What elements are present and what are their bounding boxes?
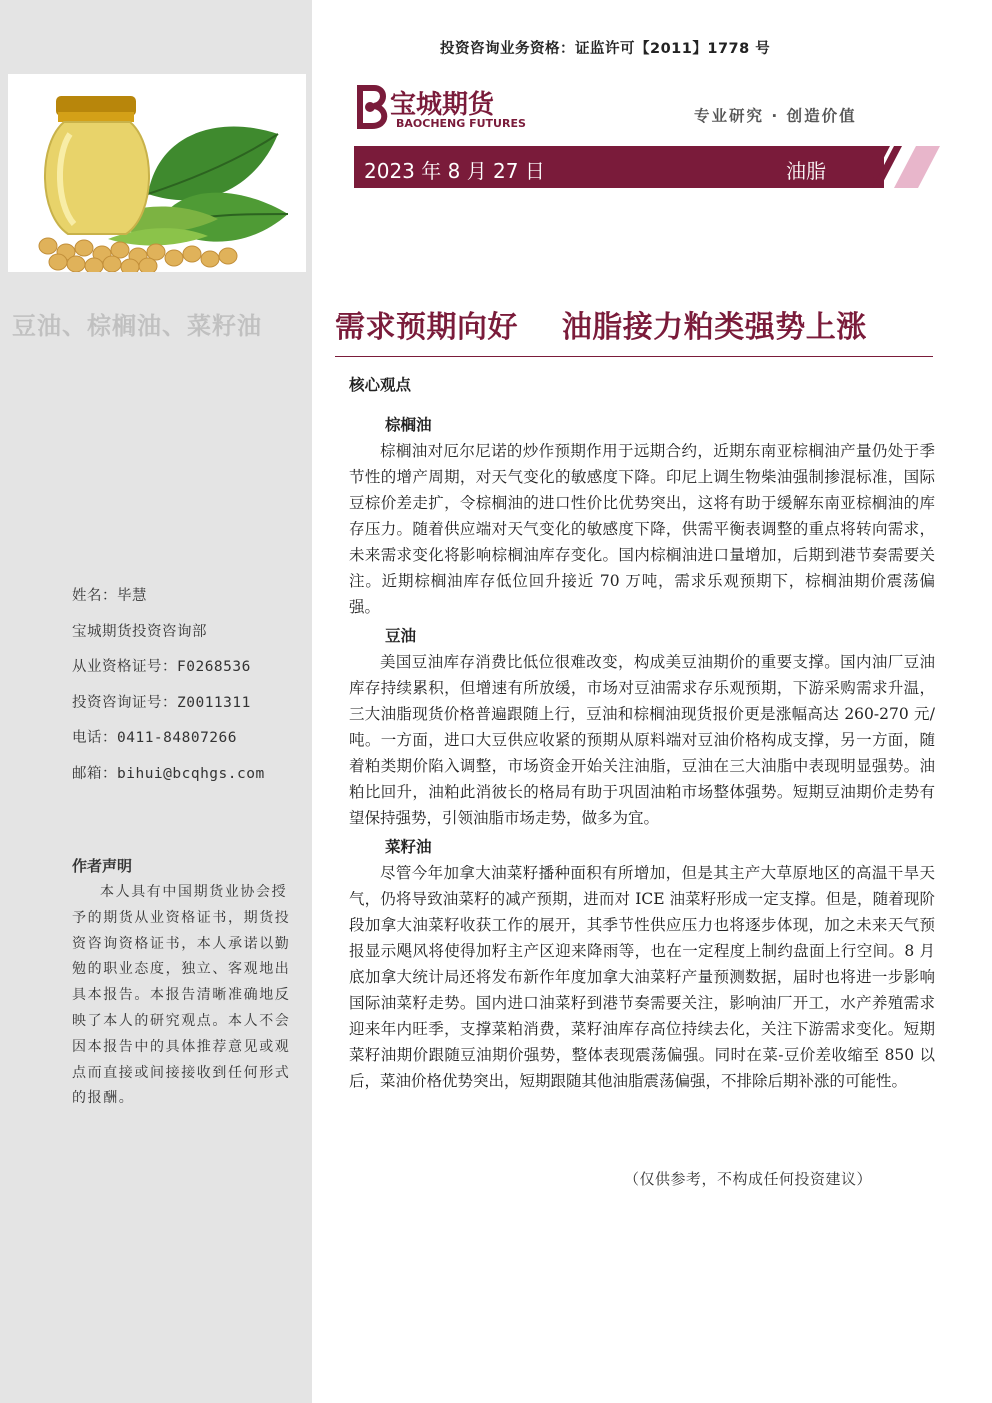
declaration-text: 本人具有中国期货业协会授予的期货从业资格证书，期货投资咨询资格证书，本人承诺以勤勉的职业态度，独立、客观地出具本报告。本报告清晰准确地反映了本人的研究观点。本人不会因本报告中的具体推荐意见或观点而直接或间接接收到任何形式的报酬。 <box>72 884 291 1107</box>
author-consulting-number: 投资咨询证号：Z0011311 <box>72 694 251 711</box>
product-photo <box>8 74 306 272</box>
soybean-oil-illustration <box>8 74 306 272</box>
declaration-body <box>72 880 294 1112</box>
company-name-en: BAOCHENG FUTURES <box>396 117 526 130</box>
company-name: 宝城期货 <box>390 90 495 120</box>
slogan: 专业研究 · 创造价值 <box>694 107 857 125</box>
author-info <box>72 584 265 798</box>
section-soybean-oil <box>349 624 935 831</box>
author-name: 姓名：毕慧 <box>72 588 147 604</box>
main-content <box>349 413 935 1098</box>
section-paragraph: 棕榈油对厄尔尼诺的炒作预期作用于远期合约，近期东南亚棕榈油产量仍处于季节性的增产周期，对天气变化的敏感度下降。印尼上调生物柴油强制掺混标准，国际豆棕价差走扩，令棕榈油的进口性价比优势突出，这将有助于缓解东南亚棕榈油的库存压力。随着供应端对天气变化的敏感度下降，供需平衡表调整的重点将转向需求，未来需求变化将影响棕榈油库存变化。国内棕榈油进口量增加，后期到港节奏需要关注。近期棕榈油库存低位回升接近 70 万吨，需求乐观预期下，棕榈油期价震荡偏强。 <box>349 442 935 616</box>
disclaimer-footnote: （仅供参考，不构成任何投资建议） <box>624 1170 873 1188</box>
products-title: 豆油、棕榈油、菜籽油 <box>12 312 262 340</box>
section-title: 棕榈油 <box>385 416 432 434</box>
author-email: 邮箱：bihui@bcqhgs.com <box>72 765 265 782</box>
declaration-title: 作者声明 <box>72 857 133 875</box>
baocheng-logo-icon <box>354 84 390 130</box>
section-paragraph: 美国豆油库存消费比低位很难改变，构成美豆油期价的重要支撑。国内油厂豆油库存持续累积，但增速有所放缓，市场对豆油需求存乐观预期，下游采购需求升温，三大油脂现货价格普遍跟随上行，豆油和棕榈油现货报价更是涨幅高达 260-270 元/吨。一方面，进口大豆供应收紧的预期从原料端对豆油价格构成支撑，另一方面，随着粕类期价陷入调整，市场资金开始关注油脂，豆油在三大油脂中表现明显强势。油粕比回升，油粕此消彼长的格局有助于巩固油粕市场整体强势。短期豆油期价走势有望保持强势，引领油脂市场走势，做多为宜。 <box>349 653 935 827</box>
author-department: 宝城期货投资咨询部 <box>72 623 207 640</box>
section-title: 豆油 <box>385 627 417 645</box>
core-view-label: 核心观点 <box>349 376 412 394</box>
report-category: 油脂 <box>786 159 826 183</box>
license-line: 投资咨询业务资格：证监许可【2011】1778 号 <box>440 41 771 57</box>
section-rapeseed-oil <box>349 835 935 1094</box>
report-headline: 需求预期向好 油脂接力粕类强势上涨 <box>335 310 867 345</box>
section-palm-oil <box>349 413 935 620</box>
headline-divider <box>335 356 933 357</box>
author-phone: 电话：0411-84807266 <box>72 730 237 747</box>
author-qualification-number: 从业资格证号：F0268536 <box>72 659 251 676</box>
section-paragraph: 尽管今年加拿大油菜籽播种面积有所增加，但是其主产大草原地区的高温干旱天气，仍将导致油菜籽的减产预期，进而对 ICE 油菜籽形成一定支撑。但是，随着现阶段加拿大油菜籽收获工作的展开，其季节性供应压力也将逐步体现，加之未来天气预报显示飓风将使得加籽主产区迎来降雨等，也在一定程度上制约盘面上行空间。8 月底加拿大统计局还将发布新作年度加拿大油菜籽产量预测数据，届时也将进一步影响国际油菜籽走势。国内进口油菜籽到港节奏需要关注，影响油厂开工，水产养殖需求迎来年内旺季，支撑菜粕消费，菜籽油库存高位持续去化，关注下游需求变化。短期菜籽油期价跟随豆油期价强势，整体表现震荡偏强。同时在菜-豆价差收缩至 850 以后，菜油价格优势突出，短期跟随其他油脂震荡偏强，不排除后期补涨的可能性。 <box>349 864 935 1090</box>
report-date: 2023 年 8 月 27 日 <box>364 159 545 183</box>
decorative-stripes <box>856 144 940 190</box>
section-title: 菜籽油 <box>385 838 432 856</box>
